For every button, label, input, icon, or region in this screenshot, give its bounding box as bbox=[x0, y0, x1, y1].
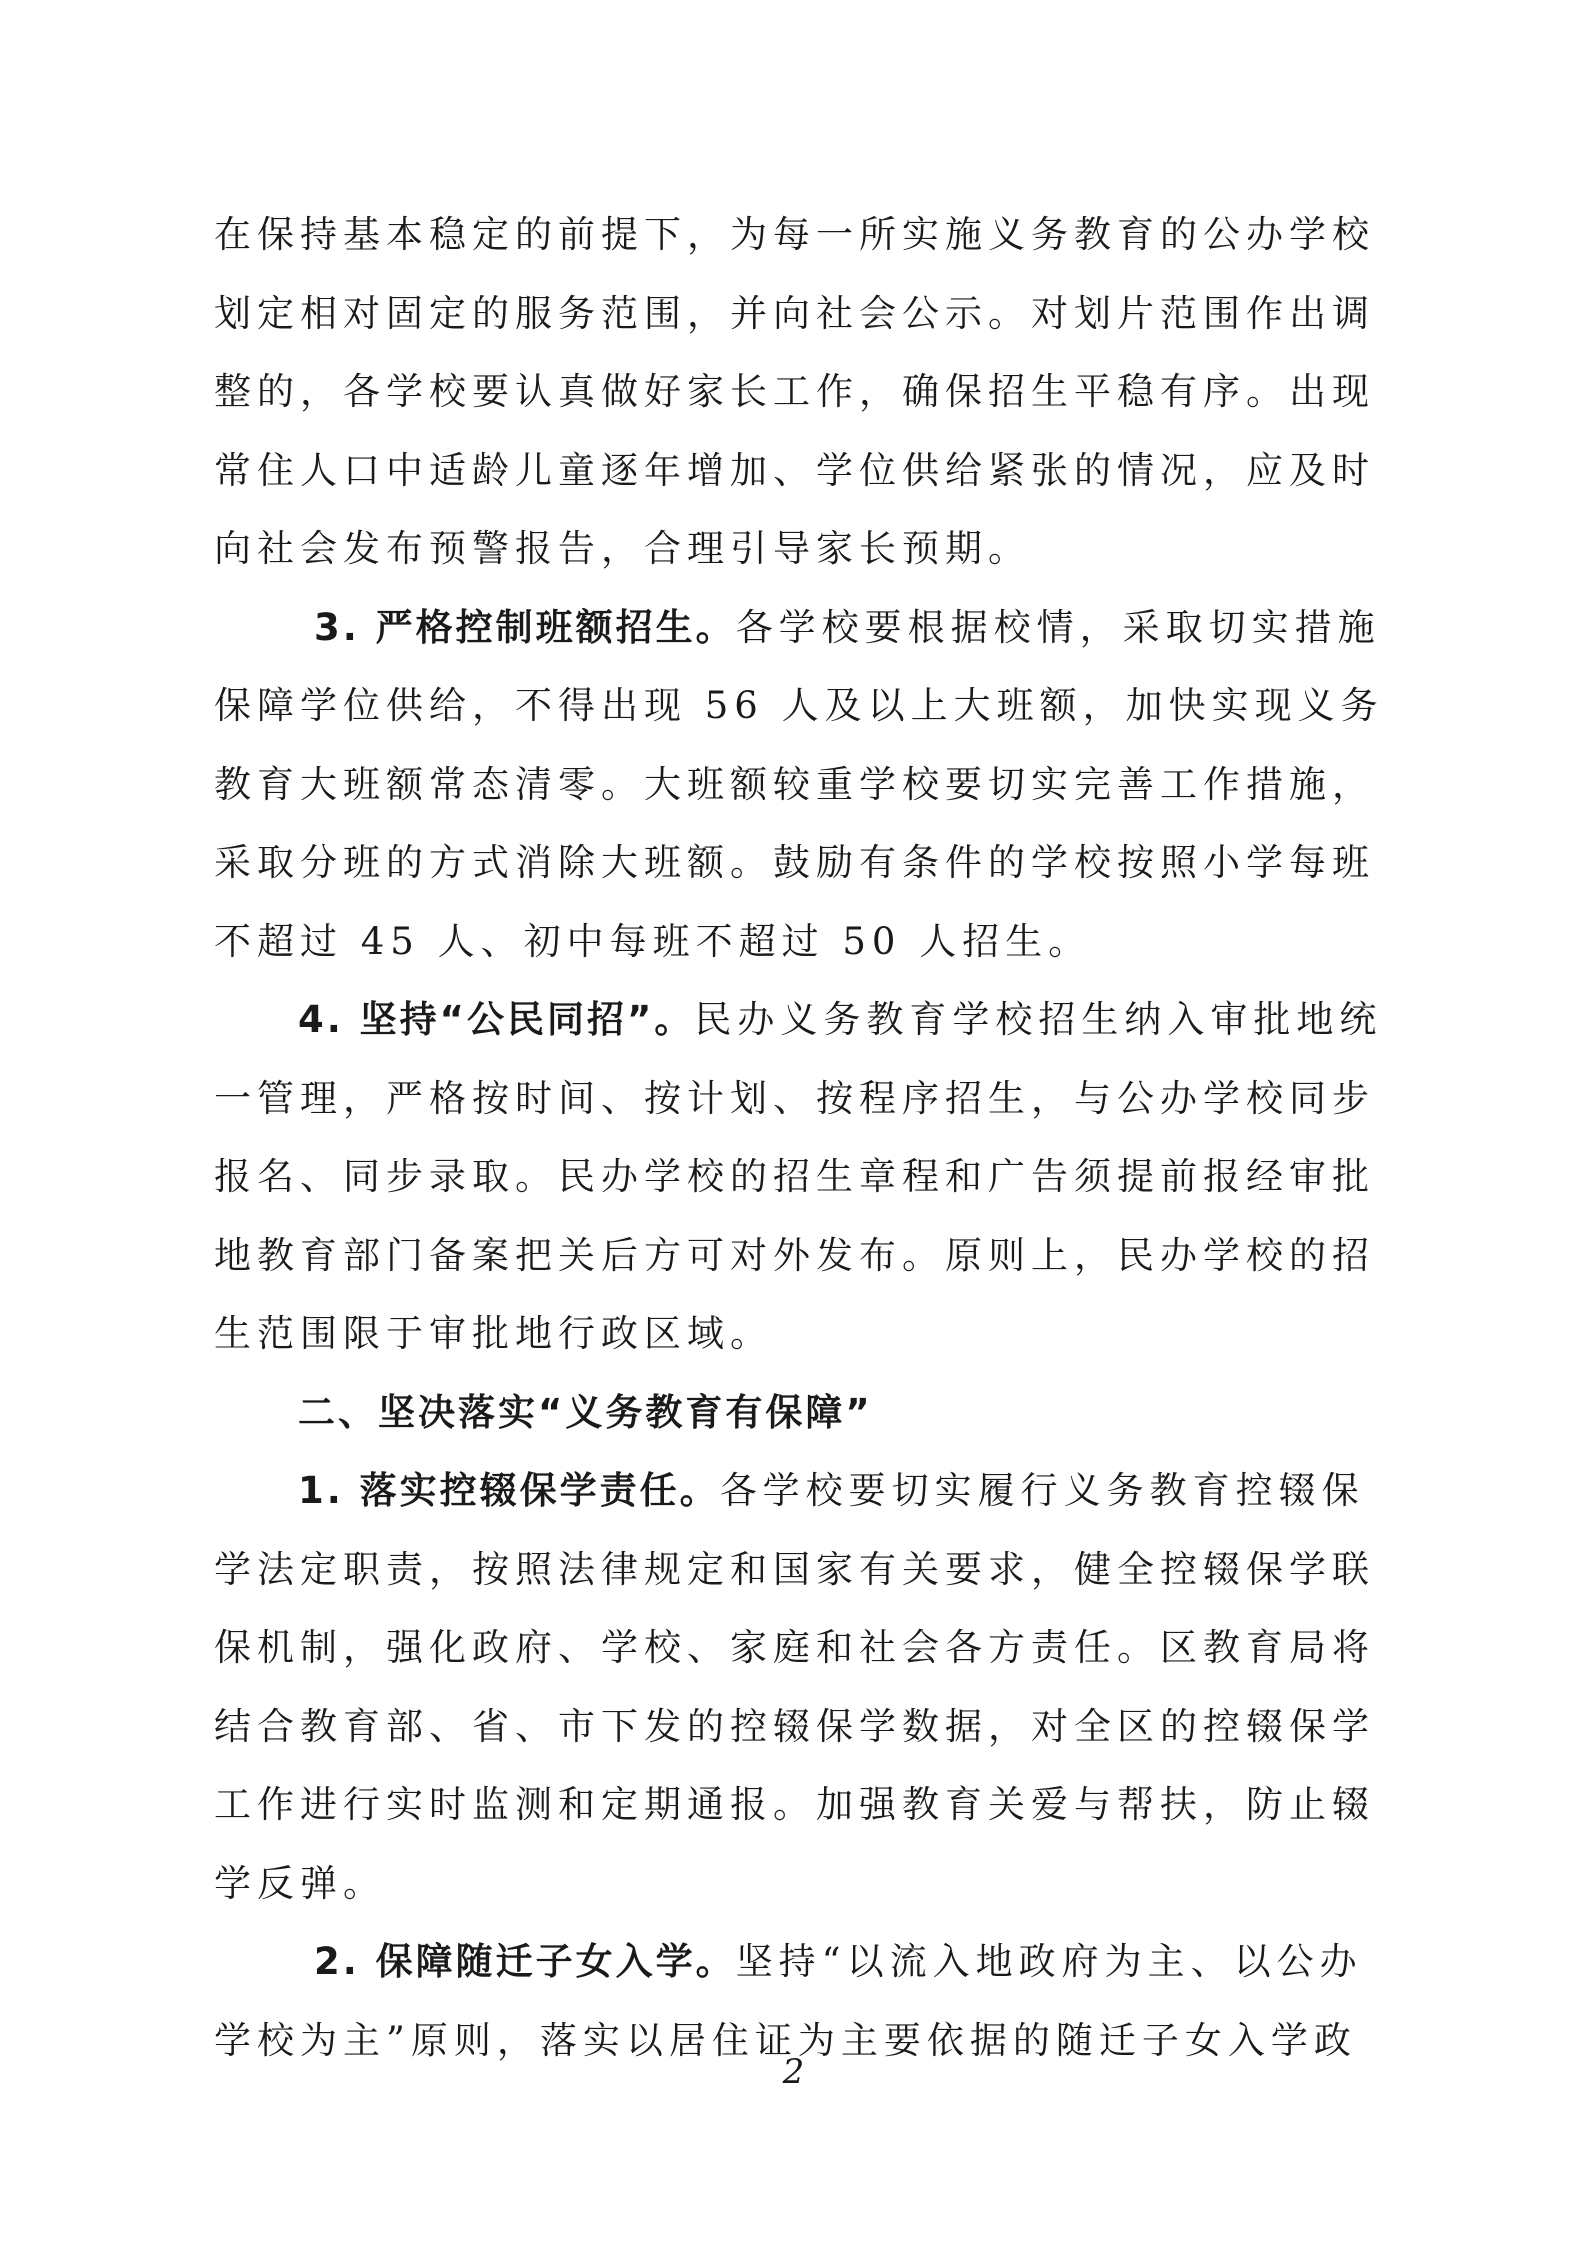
paragraph-class-size bbox=[214, 589, 1384, 982]
text-line: 保障学位供给，不得出现 56 人及以上大班额，加快实现义务 bbox=[214, 684, 1384, 727]
text-line bbox=[214, 1923, 1384, 2002]
text-line: 常住人口中适龄儿童逐年增加、学位供给紧张的情况，应及时 bbox=[214, 448, 1375, 492]
text-line: 地教育部门备案把关后方可对外发布。原则上，民办学校的招 bbox=[214, 1233, 1375, 1277]
text-line: 学反弹。 bbox=[214, 1861, 386, 1905]
section-heading: 4. 坚持“公民同招”。 bbox=[298, 998, 695, 1041]
section-heading: 3. 严格控制班额招生。 bbox=[314, 605, 736, 649]
text-line: 结合教育部、省、市下发的控辍保学数据，对全区的控辍保学 bbox=[214, 1704, 1375, 1748]
text-line: 向社会发布预警报告，合理引导家长预期。 bbox=[214, 527, 1031, 570]
paragraph-public-private bbox=[214, 981, 1384, 1374]
text-line bbox=[214, 1452, 1384, 1531]
document-body bbox=[214, 196, 1384, 2080]
text-line: 整的，各学校要认真做好家长工作，确保招生平稳有序。出现 bbox=[214, 370, 1375, 413]
text-line: 工作进行实时监测和定期通报。加强教育关爱与帮扶，防止辍 bbox=[214, 1783, 1375, 1826]
text-line: 生范围限于审批地行政区域。 bbox=[214, 1312, 773, 1355]
text-span: 民办义务教育学校招生纳入审批地统 bbox=[694, 998, 1383, 1041]
chapter-heading: 二、坚决落实“义务教育有保障” bbox=[298, 1390, 873, 1434]
paragraph-dropout-control bbox=[214, 1452, 1384, 1923]
text-line bbox=[214, 589, 1384, 668]
page-number: 2 bbox=[782, 2052, 805, 2092]
text-line: 保机制，强化政府、学校、家庭和社会各方责任。区教育局将 bbox=[214, 1626, 1375, 1669]
text-line: 教育大班额常态清零。大班额较重学校要切实完善工作措施， bbox=[214, 762, 1375, 806]
text-line: 采取分班的方式消除大班额。鼓励有条件的学校按照小学每班 bbox=[214, 841, 1375, 884]
text-line bbox=[214, 981, 1384, 1060]
text-span: 坚持“以流入地政府为主、以公办 bbox=[735, 1940, 1363, 1983]
text-line: 学校为主”原则，落实以居住证为主要依据的随迁子女入学政 bbox=[214, 2018, 1357, 2062]
text-span: 各学校要根据校情，采取切实措施 bbox=[735, 605, 1381, 649]
paragraph-intro bbox=[214, 196, 1384, 589]
text-line: 一管理，严格按时间、按计划、按程序招生，与公办学校同步 bbox=[214, 1076, 1375, 1120]
text-line: 不超过 45 人、初中每班不超过 50 人招生。 bbox=[214, 919, 1092, 963]
text-line: 划定相对固定的服务范围，并向社会公示。对划片范围作出调 bbox=[214, 291, 1375, 335]
text-line: 在保持基本稳定的前提下，为每一所实施义务教育的公办学校 bbox=[214, 213, 1375, 256]
text-span: 各学校要切实履行义务教育控辍保 bbox=[719, 1469, 1365, 1512]
section-heading: 1. 落实控辍保学责任。 bbox=[298, 1469, 720, 1512]
text-line: 报名、同步录取。民办学校的招生章程和广告须提前报经审批 bbox=[214, 1155, 1375, 1198]
text-line: 学法定职责，按照法律规定和国家有关要求，健全控辍保学联 bbox=[214, 1547, 1375, 1591]
section-heading: 2. 保障随迁子女入学。 bbox=[314, 1940, 736, 1983]
